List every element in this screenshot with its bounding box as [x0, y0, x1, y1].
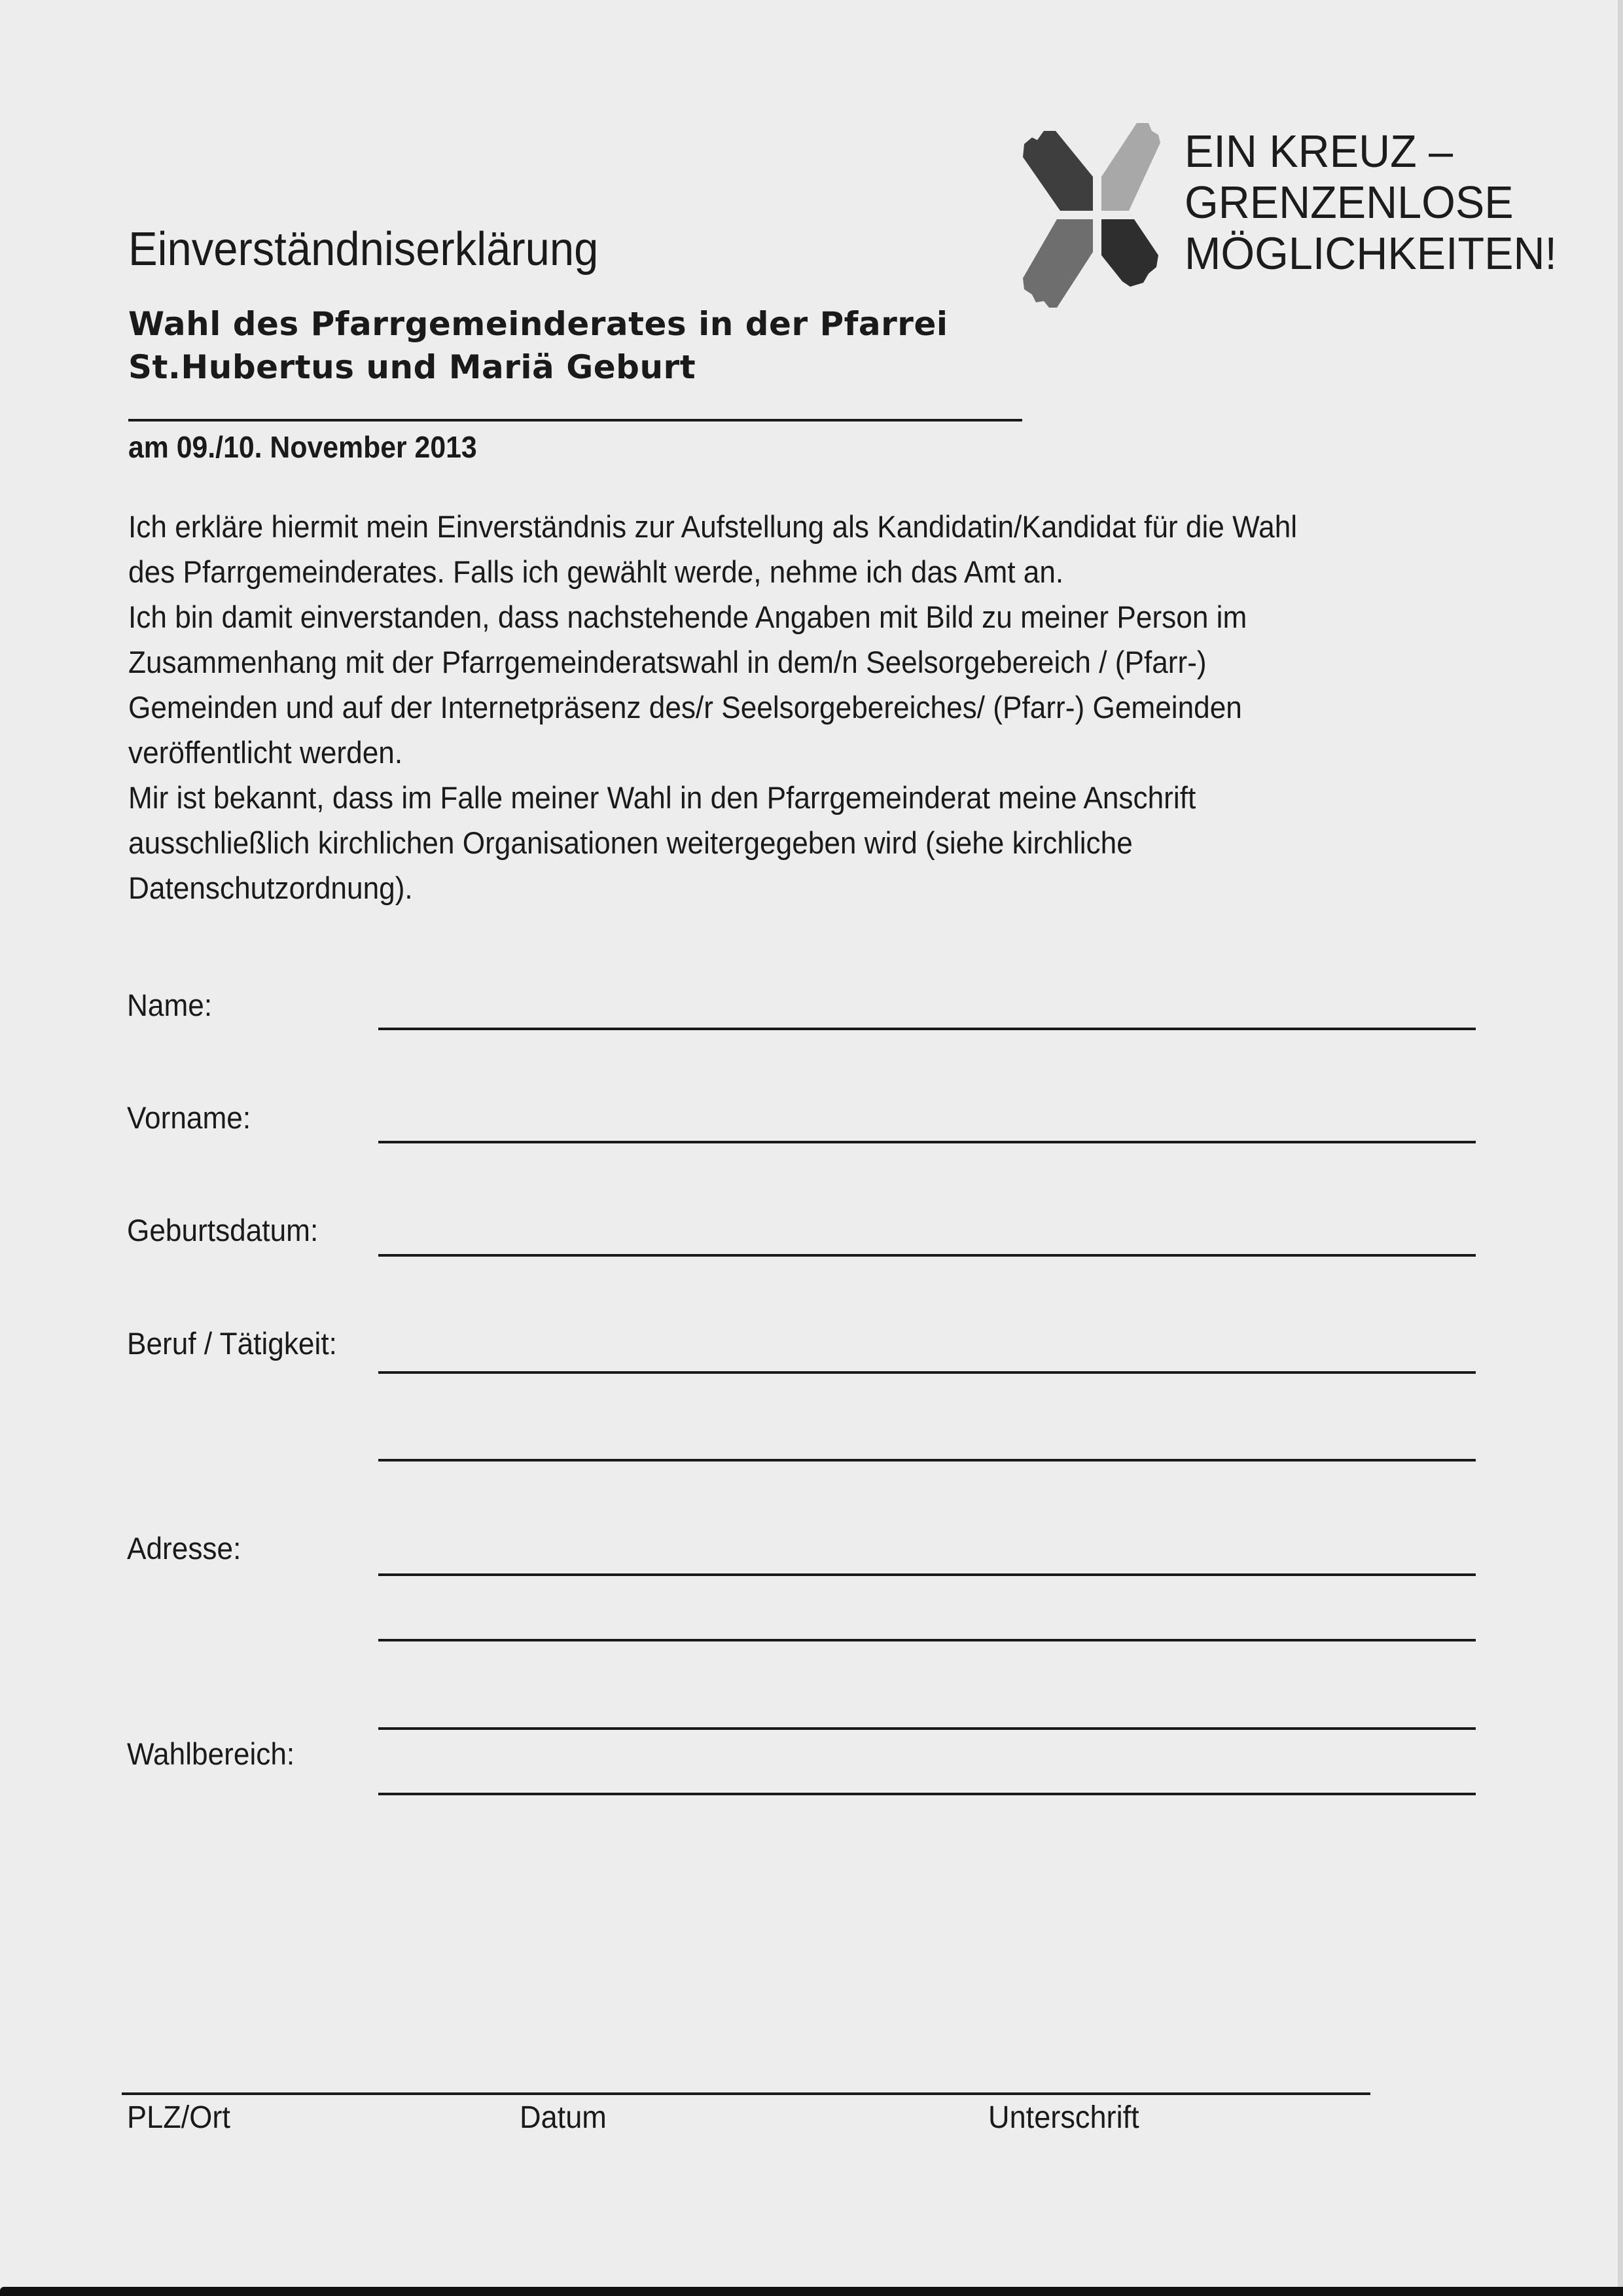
- consent-line: Ich erkläre hiermit mein Einverständnis zur Aufstellung als Kandidatin/Kandidat für die Wahl: [128, 509, 1298, 544]
- cross-x-logo-icon: [1018, 111, 1168, 308]
- geburtsdatum-field[interactable]: [378, 1254, 1476, 1257]
- adresse-field-line-2[interactable]: [378, 1639, 1476, 1641]
- logo-arm-bottom-left: [1023, 219, 1093, 308]
- page-edge: [1618, 0, 1623, 2296]
- signature-rule[interactable]: [122, 2092, 1370, 2095]
- subtitle-line-2: St.Hubertus und Mariä Geburt: [128, 348, 696, 386]
- consent-text: [128, 504, 1420, 910]
- plz-ort-label: PLZ/Ort: [127, 2100, 230, 2135]
- logo-arm-top-right: [1101, 123, 1160, 211]
- consent-line: Zusammenhang mit der Pfarrgemeinderatswahl in dem/n Seelsorgebereich / (Pfarr-): [128, 645, 1207, 679]
- unterschrift-label: Unterschrift: [988, 2100, 1139, 2135]
- slogan-line-3: MÖGLICHKEITEN!: [1185, 228, 1558, 279]
- logo-slogan: [1185, 126, 1557, 279]
- slogan-line-2: GRENZENLOSE: [1185, 177, 1514, 228]
- header-divider: [128, 419, 1022, 422]
- slogan-line-1: EIN KREUZ –: [1185, 126, 1454, 177]
- page-edge-bottom: [0, 2287, 1623, 2296]
- datum-label: Datum: [520, 2100, 607, 2135]
- consent-line: veröffentlicht werden.: [128, 735, 403, 770]
- consent-line: Datenschutzordnung).: [128, 870, 413, 905]
- name-field[interactable]: [378, 1028, 1476, 1030]
- vorname-label: Vorname:: [127, 1100, 251, 1135]
- name-label: Name:: [127, 988, 213, 1022]
- document-title: Einverständniserklärung: [128, 223, 599, 276]
- wahlbereich-field-line-1[interactable]: [378, 1727, 1476, 1730]
- beruf-field-line-2[interactable]: [378, 1459, 1476, 1462]
- consent-line: ausschließlich kirchlichen Organisationen weitergegeben wird (siehe kirchliche: [128, 825, 1133, 860]
- consent-line: Ich bin damit einverstanden, dass nachstehende Angaben mit Bild zu meiner Person im: [128, 600, 1247, 634]
- subtitle-line-1: Wahl des Pfarrgemeinderates in der Pfarrei: [128, 305, 948, 343]
- consent-line: Gemeinden und auf der Internetpräsenz des/r Seelsorgebereiches/ (Pfarr-) Gemeinden: [128, 690, 1242, 725]
- adresse-field-line-1[interactable]: [378, 1573, 1476, 1576]
- logo-arm-top-left: [1023, 131, 1093, 211]
- geburtsdatum-label: Geburtsdatum:: [127, 1213, 319, 1247]
- beruf-label: Beruf / Tätigkeit:: [127, 1326, 337, 1361]
- consent-line: Mir ist bekannt, dass im Falle meiner Wahl in den Pfarrgemeinderat meine Anschrift: [128, 780, 1196, 815]
- wahlbereich-field-line-2[interactable]: [378, 1793, 1476, 1795]
- adresse-label: Adresse:: [127, 1531, 241, 1566]
- vorname-field[interactable]: [378, 1141, 1476, 1143]
- logo-arm-bottom-right: [1101, 219, 1158, 287]
- document-subtitle: [128, 302, 948, 389]
- beruf-field-line-1[interactable]: [378, 1371, 1476, 1374]
- consent-line: des Pfarrgemeinderates. Falls ich gewählt werde, nehme ich das Amt an.: [128, 554, 1064, 589]
- wahlbereich-label: Wahlbereich:: [127, 1736, 295, 1771]
- election-date: am 09./10. November 2013: [128, 430, 477, 464]
